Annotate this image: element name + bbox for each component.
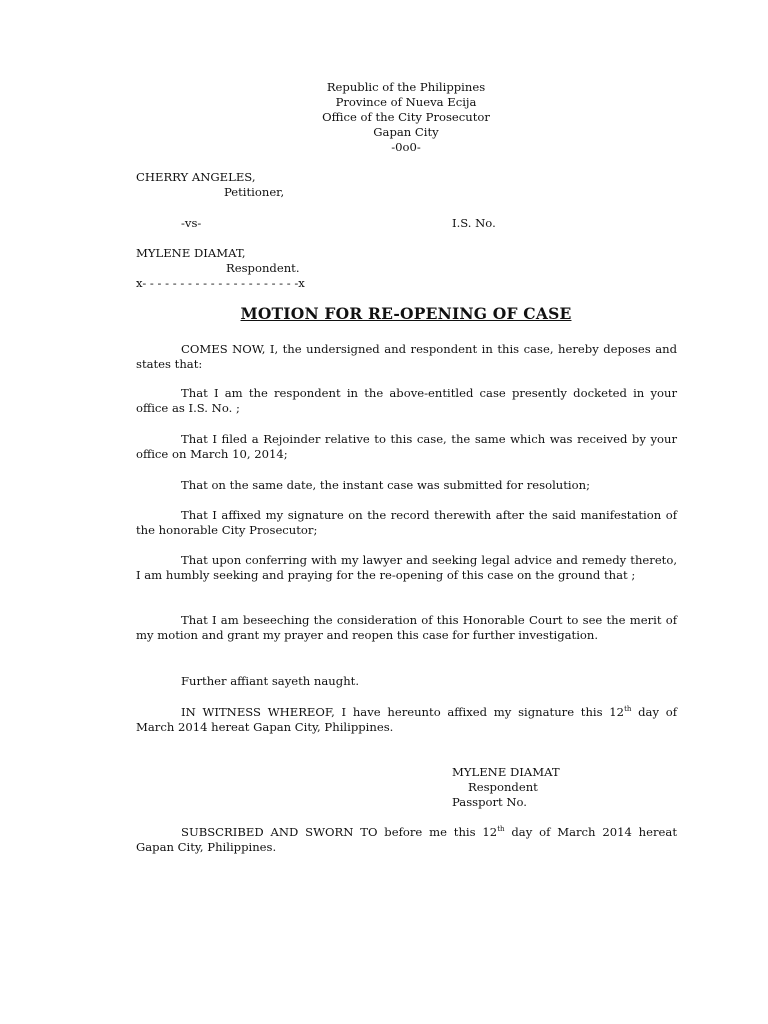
witness-ordinal-suffix: th (624, 705, 632, 714)
paragraph-beseeching: That I am beseeching the consideration of this Honorable Court to see the merit of my motion and grant my prayer and reopen this case for further investigation. (136, 613, 677, 642)
paragraph-signature-affixed: That I affixed my signature on the record therewith after the said manifestation of the honorable City Prosecutor; (136, 508, 677, 537)
header-city: Gapan City (373, 125, 439, 139)
jurat-text-start: SUBSCRIBED AND SWORN TO before me this 12 (181, 825, 498, 839)
jurat-ordinal-suffix: th (497, 825, 505, 834)
respondent-role: Respondent. (226, 261, 300, 275)
paragraph-rejoinder: That I filed a Rejoinder relative to this case, the same which was received by your office on March 10, 2014; (136, 432, 677, 461)
paragraph-lawyer-advice: That upon conferring with my lawyer and seeking legal advice and remedy thereto, I am humbly seeking and praying for the re-opening of this case on the ground that ; (136, 553, 677, 582)
case-number-label: I.S. No. (452, 216, 496, 230)
caption-separator: x- - - - - - - - - - - - - - - - - - - - -x (136, 276, 305, 290)
paragraph-submitted: That on the same date, the instant case was submitted for resolution; (181, 478, 590, 492)
paragraph-further-affiant: Further affiant sayeth naught. (181, 674, 360, 688)
document-title: MOTION FOR RE-OPENING OF CASE (240, 304, 572, 323)
passport-number-label: Passport No. (452, 795, 527, 809)
signatory-name: MYLENE DIAMAT (452, 765, 560, 779)
respondent-name: MYLENE DIAMAT, (136, 246, 246, 260)
header-ornament: -0o0- (391, 140, 421, 154)
petitioner-role: Petitioner, (224, 185, 285, 199)
witness-text-start: IN WITNESS WHEREOF, I have hereunto affixed my signature this 12 (181, 705, 625, 719)
versus-label: -vs- (181, 216, 202, 230)
witness-text-end: day of March 2014 hereat Gapan City, Philippines. (136, 705, 678, 734)
petitioner-name: CHERRY ANGELES, (136, 170, 256, 184)
document-header (0, 80, 768, 155)
header-office: Office of the City Prosecutor (322, 110, 490, 124)
paragraph-respondent: That I am the respondent in the above-entitled case presently docketed in your office as I.S. No. ; (136, 386, 677, 415)
header-republic: Republic of the Philippines (326, 80, 486, 94)
jurat-text-end: day of March 2014 hereat Gapan City, Philippines. (136, 825, 677, 854)
jurat-paragraph (136, 825, 677, 855)
paragraph-in-witness (136, 705, 677, 735)
paragraph-comes-now: COMES NOW, I, the undersigned and respondent in this case, hereby deposes and states that: (136, 342, 677, 371)
header-province: Province of Nueva Ecija (335, 95, 477, 109)
signatory-role: Respondent (468, 780, 538, 794)
